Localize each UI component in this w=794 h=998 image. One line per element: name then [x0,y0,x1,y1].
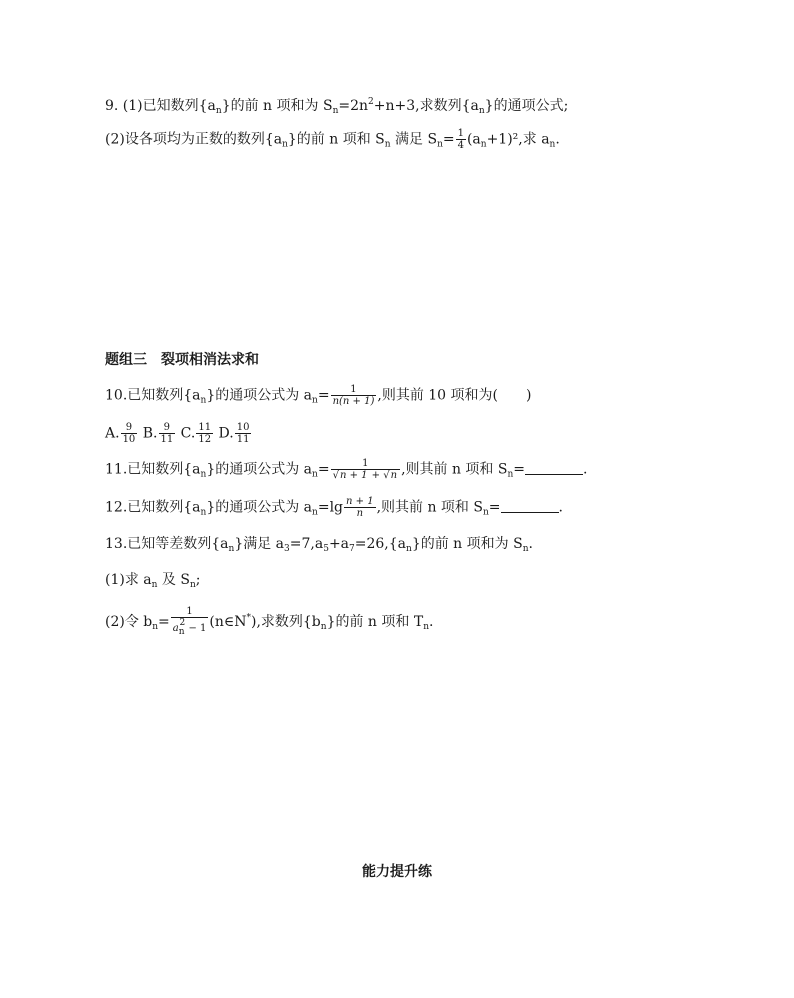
question-10-options [105,422,252,445]
option-label-b: B. [138,425,158,442]
fraction-numerator: 9 [163,422,171,433]
text: = [317,461,330,478]
answer-blank[interactable] [525,462,583,475]
subscript: n [200,395,207,406]
subscript: n [151,580,158,590]
subscript: 7 [349,544,355,554]
question-12 [105,496,563,523]
subscript: n [200,469,207,480]
radicand: n [390,470,398,481]
fraction-denominator [171,617,209,638]
subscript: n [189,580,196,590]
text: a [172,623,179,634]
text: . [583,461,588,478]
fraction [331,458,400,481]
text: (n∈N [209,614,247,630]
fraction [344,496,376,519]
subscript: n [522,544,529,554]
subscript: n [507,469,514,480]
text: }的前 n 项和为 S [221,98,333,114]
fraction-numerator: n + 1 [346,496,374,507]
subscript: n [312,469,318,480]
text: = [442,131,455,148]
text: }的通项公式为 a [206,461,313,478]
text: (a [466,131,481,148]
option-b-fraction [159,422,176,445]
subscript: n [480,139,487,150]
section-heading: 题组三 裂项相消法求和 [105,352,259,368]
superscript: * [246,613,251,623]
subscript: 3 [284,544,290,554]
option-label-a: A. [105,425,120,442]
text: (2)令 b [105,614,153,630]
text: 10.已知数列{a [105,387,201,404]
text: }的通项公式; [484,98,569,114]
fraction-denominator: 12 [198,434,212,445]
text: (1)求 a [105,572,152,588]
subscript: n [423,622,429,632]
text: 13.已知等差数列{a [105,536,229,552]
text: 及 S [157,572,190,588]
text: ,则其前 n 项和 S [401,461,508,478]
text: = [158,614,170,630]
fraction-denominator: 4 [457,140,464,151]
subscript: n [312,507,318,518]
text: ),求数列{b [250,614,321,630]
subscript: 5 [323,544,329,554]
text: ; [195,572,201,588]
text: +a [328,536,350,552]
text: . [428,614,434,630]
subscript: n [406,544,412,554]
section-heading-ability: 能力提升练 [362,864,432,880]
text: }满足 a [234,536,285,552]
subscript: n [228,544,235,554]
option-d-fraction [235,422,252,445]
text: }的通项公式为 a [206,499,313,516]
option-c-fraction [196,422,213,445]
text: ,则其前 10 项和为( ) [377,387,532,404]
text: =26,{a [354,536,407,552]
subscript: n [282,139,288,150]
text: }的前 n 项和为 S [411,536,523,552]
question-10 [105,384,531,411]
fraction-numerator: 11 [198,422,212,433]
text: = [317,387,330,404]
subscript: n [178,627,185,637]
question-13 [105,534,533,559]
superscript: 2 [368,97,374,107]
text: 9. (1)已知数列{a [105,98,216,114]
sqrt-sign: + √ [368,470,390,481]
radicand: n + 1 [339,470,368,481]
fraction-denominator: 11 [236,434,250,445]
subscript: n [152,622,159,632]
subscript: n [549,139,556,150]
text: = [488,499,501,516]
fraction-numerator: 1 [186,606,193,617]
text: }的通项公式为 a [206,387,313,404]
fraction-denominator [331,469,400,481]
text: − 1 [185,623,207,634]
fraction-numerator: 1 [350,384,357,395]
option-a-fraction [121,422,138,445]
text: }的前 n 项和 T [326,614,424,630]
text: 12.已知数列{a [105,499,201,516]
text: . [528,536,533,552]
answer-blank[interactable] [501,500,559,513]
text: +1)²,求 a [486,131,550,148]
fraction [331,384,377,407]
sqrt-sign: √ [332,470,339,481]
fraction [171,606,209,638]
option-label-c: C. [176,425,196,442]
subscript: n [312,395,318,406]
subscript: n [215,106,222,116]
text: =lg [317,499,344,516]
question-13-part-2 [105,606,433,638]
superscript: 2 [179,618,186,628]
text: 11.已知数列{a [105,461,201,478]
text: =2n [338,98,369,114]
text: ,则其前 n 项和 S [376,499,483,516]
text: 满足 S [390,131,438,148]
question-11 [105,458,587,485]
subscript: n [482,507,489,518]
fraction-numerator: 10 [236,422,250,433]
fraction-denominator: 10 [122,434,136,445]
subscript: n [478,106,485,116]
question-9-part-2 [105,128,560,155]
text: . [555,131,560,148]
subscript: n [200,507,207,518]
subscript: n [437,139,443,150]
text: = [513,461,526,478]
fraction-numerator: 9 [125,422,133,433]
text: }的前 n 项和 S [287,131,385,148]
fraction-denominator: 11 [160,434,174,445]
text: +n+3,求数列{a [373,98,479,114]
fraction [456,128,466,151]
text: =7,a [289,536,324,552]
subscript: n [320,622,327,632]
option-label-d: D. [214,425,234,442]
subscript: n [332,106,339,116]
question-13-part-1 [105,570,200,595]
text: . [558,499,563,516]
fraction-numerator: 1 [362,458,369,469]
fraction-numerator: 1 [457,128,464,139]
question-9-part-1 [105,92,568,121]
fraction-denominator: n(n + 1) [332,396,375,407]
subscript: n [384,139,391,150]
text: (2)设各项均为正数的数列{a [105,131,283,148]
fraction-denominator: n [344,507,376,519]
